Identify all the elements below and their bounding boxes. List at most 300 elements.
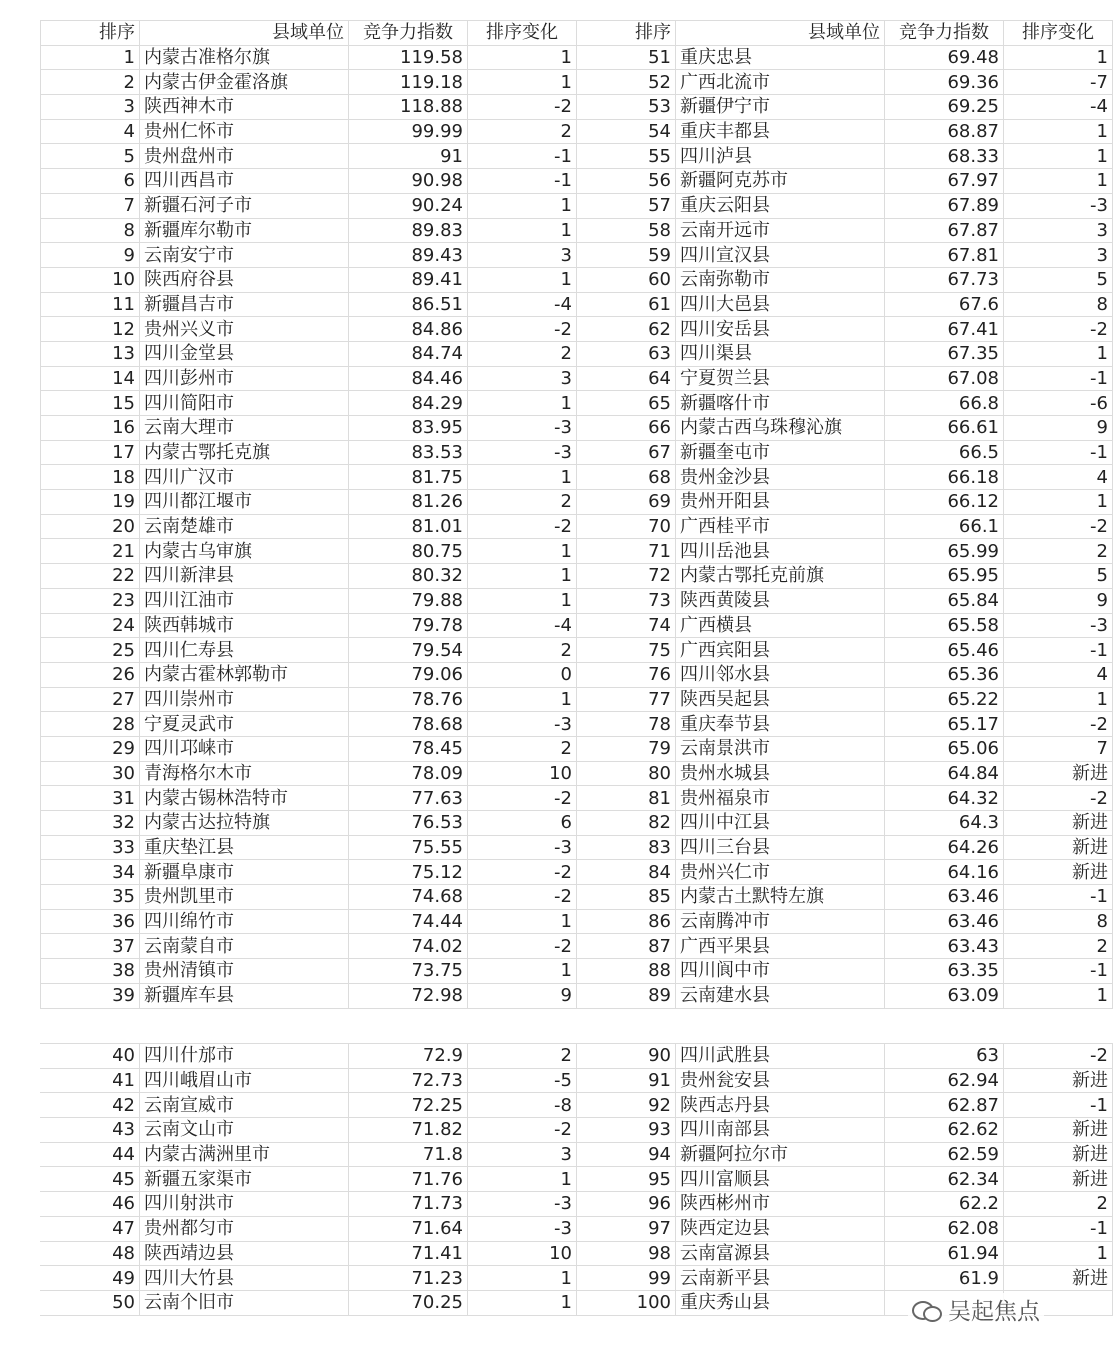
cell-rank: 79 (577, 736, 676, 761)
cell-index: 66.1 (885, 514, 1004, 539)
cell-rank: 29 (41, 736, 140, 761)
table-row (41, 613, 1113, 638)
cell-name: 陕西彬州市 (676, 1192, 885, 1217)
cell-name: 宁夏贺兰县 (676, 366, 885, 391)
cell-change: 2 (468, 119, 577, 144)
cell-rank: 38 (41, 959, 140, 984)
cell-change: 新进 (1004, 1118, 1113, 1143)
ranking-table-bottom (40, 1043, 1113, 1316)
cell-index: 71.82 (349, 1118, 468, 1143)
cell-change: -2 (1004, 786, 1113, 811)
cell-name: 云南文山市 (140, 1118, 349, 1143)
cell-name: 陕西定边县 (676, 1216, 885, 1241)
cell-change: -5 (468, 1068, 577, 1093)
cell-index: 65.84 (885, 588, 1004, 613)
cell-change: 6 (468, 811, 577, 836)
cell-index: 66.5 (885, 440, 1004, 465)
cell-name: 广西北流市 (676, 70, 885, 95)
table-row (41, 1118, 1113, 1143)
cell-rank: 25 (41, 638, 140, 663)
cell-index: 63.46 (885, 909, 1004, 934)
cell-name: 贵州清镇市 (140, 959, 349, 984)
cell-rank: 3 (41, 95, 140, 120)
cell-change: -3 (468, 440, 577, 465)
cell-change: 1 (1004, 341, 1113, 366)
header-name: 县域单位 (676, 21, 885, 46)
cell-name: 贵州仁怀市 (140, 119, 349, 144)
cell-rank: 53 (577, 95, 676, 120)
cell-change: -6 (1004, 391, 1113, 416)
cell-change: 新进 (1004, 1068, 1113, 1093)
cell-rank: 42 (41, 1093, 140, 1118)
cell-rank: 41 (41, 1068, 140, 1093)
table-row (41, 539, 1113, 564)
cell-rank: 18 (41, 465, 140, 490)
cell-name: 四川邛崃市 (140, 736, 349, 761)
cell-name: 四川邻水县 (676, 662, 885, 687)
cell-name: 内蒙古霍林郭勒市 (140, 662, 349, 687)
cell-index: 67.73 (885, 267, 1004, 292)
cell-name: 云南弥勒市 (676, 267, 885, 292)
cell-change: -2 (1004, 712, 1113, 737)
cell-rank: 11 (41, 292, 140, 317)
cell-index: 71.73 (349, 1192, 468, 1217)
cell-change: 3 (468, 1142, 577, 1167)
cell-name: 广西横县 (676, 613, 885, 638)
cell-name: 云南蒙自市 (140, 934, 349, 959)
cell-change: 1 (1004, 983, 1113, 1008)
table-row (41, 736, 1113, 761)
cell-name: 四川大邑县 (676, 292, 885, 317)
cell-name: 内蒙古伊金霍洛旗 (140, 70, 349, 95)
cell-change: 3 (1004, 243, 1113, 268)
cell-rank: 63 (577, 341, 676, 366)
cell-change: 3 (1004, 218, 1113, 243)
cell-name: 新疆伊宁市 (676, 95, 885, 120)
cell-rank: 23 (41, 588, 140, 613)
cell-index: 64.3 (885, 811, 1004, 836)
cell-index: 86.51 (349, 292, 468, 317)
cell-change: 1 (1004, 169, 1113, 194)
cell-change: 1 (468, 391, 577, 416)
table-row (41, 1167, 1113, 1192)
wechat-icon (912, 1299, 942, 1321)
cell-name: 四川简阳市 (140, 391, 349, 416)
cell-index: 84.86 (349, 317, 468, 342)
cell-index: 71.23 (349, 1266, 468, 1291)
cell-name: 贵州开阳县 (676, 490, 885, 515)
cell-change: 1 (468, 193, 577, 218)
cell-index: 61.94 (885, 1241, 1004, 1266)
cell-change: -3 (1004, 193, 1113, 218)
table-row (41, 169, 1113, 194)
cell-change: -2 (468, 934, 577, 959)
cell-name: 四川西昌市 (140, 169, 349, 194)
cell-index: 84.74 (349, 341, 468, 366)
cell-index: 78.09 (349, 761, 468, 786)
table-row (41, 909, 1113, 934)
cell-name: 云南景洪市 (676, 736, 885, 761)
cell-name: 新疆阿拉尔市 (676, 1142, 885, 1167)
table-row (41, 588, 1113, 613)
cell-rank: 85 (577, 885, 676, 910)
cell-index: 74.44 (349, 909, 468, 934)
cell-name: 广西平果县 (676, 934, 885, 959)
cell-rank: 73 (577, 588, 676, 613)
table-row (41, 95, 1113, 120)
cell-index: 79.78 (349, 613, 468, 638)
cell-rank: 68 (577, 465, 676, 490)
table-row (41, 440, 1113, 465)
cell-rank: 8 (41, 218, 140, 243)
watermark (908, 1293, 1044, 1326)
cell-name: 云南新平县 (676, 1266, 885, 1291)
cell-rank: 64 (577, 366, 676, 391)
cell-index: 64.84 (885, 761, 1004, 786)
cell-index: 80.75 (349, 539, 468, 564)
cell-index: 119.58 (349, 45, 468, 70)
cell-index: 65.22 (885, 687, 1004, 712)
cell-rank: 96 (577, 1192, 676, 1217)
cell-change: 9 (1004, 416, 1113, 441)
cell-rank: 45 (41, 1167, 140, 1192)
cell-rank: 84 (577, 860, 676, 885)
cell-change: -2 (1004, 317, 1113, 342)
cell-name: 云南富源县 (676, 1241, 885, 1266)
cell-index: 62.59 (885, 1142, 1004, 1167)
cell-name: 四川渠县 (676, 341, 885, 366)
cell-rank: 16 (41, 416, 140, 441)
cell-change: -2 (468, 317, 577, 342)
cell-change: -2 (1004, 1044, 1113, 1069)
cell-rank: 14 (41, 366, 140, 391)
cell-name: 内蒙古锡林浩特市 (140, 786, 349, 811)
cell-index: 65.36 (885, 662, 1004, 687)
cell-name: 重庆丰都县 (676, 119, 885, 144)
cell-index: 79.06 (349, 662, 468, 687)
cell-rank: 72 (577, 564, 676, 589)
cell-change: -1 (468, 169, 577, 194)
cell-rank: 34 (41, 860, 140, 885)
cell-index: 81.26 (349, 490, 468, 515)
cell-index: 63.43 (885, 934, 1004, 959)
cell-change: -1 (1004, 1216, 1113, 1241)
table-row (41, 465, 1113, 490)
cell-rank: 44 (41, 1142, 140, 1167)
cell-name: 四川武胜县 (676, 1044, 885, 1069)
cell-change: -1 (1004, 366, 1113, 391)
cell-name: 内蒙古准格尔旗 (140, 45, 349, 70)
cell-change: 2 (468, 341, 577, 366)
cell-name: 云南楚雄市 (140, 514, 349, 539)
cell-rank: 99 (577, 1266, 676, 1291)
cell-rank: 65 (577, 391, 676, 416)
cell-index: 78.45 (349, 736, 468, 761)
cell-change: 1 (468, 588, 577, 613)
cell-index: 67.97 (885, 169, 1004, 194)
cell-index: 90.98 (349, 169, 468, 194)
cell-name: 新疆库车县 (140, 983, 349, 1008)
cell-rank: 94 (577, 1142, 676, 1167)
cell-rank: 39 (41, 983, 140, 1008)
table-row (41, 1093, 1113, 1118)
cell-index: 83.95 (349, 416, 468, 441)
cell-rank: 46 (41, 1192, 140, 1217)
cell-index: 65.58 (885, 613, 1004, 638)
cell-name: 内蒙古土默特左旗 (676, 885, 885, 910)
cell-rank: 98 (577, 1241, 676, 1266)
cell-name: 四川仁寿县 (140, 638, 349, 663)
table-row (41, 786, 1113, 811)
cell-index: 74.02 (349, 934, 468, 959)
cell-rank: 59 (577, 243, 676, 268)
cell-change: 10 (468, 1241, 577, 1266)
cell-index: 89.83 (349, 218, 468, 243)
cell-index: 81.01 (349, 514, 468, 539)
cell-change: 1 (1004, 144, 1113, 169)
cell-index: 65.46 (885, 638, 1004, 663)
header-row (41, 21, 1113, 46)
cell-name: 广西桂平市 (676, 514, 885, 539)
cell-change: 新进 (1004, 1142, 1113, 1167)
cell-name: 贵州兴仁市 (676, 860, 885, 885)
cell-rank: 51 (577, 45, 676, 70)
table-row (41, 1192, 1113, 1217)
cell-change: 新进 (1004, 1266, 1113, 1291)
cell-change: 1 (468, 45, 577, 70)
table-row (41, 292, 1113, 317)
cell-index: 83.53 (349, 440, 468, 465)
cell-index: 80.32 (349, 564, 468, 589)
cell-name: 贵州水城县 (676, 761, 885, 786)
cell-rank: 92 (577, 1093, 676, 1118)
table-row (41, 885, 1113, 910)
table-row (41, 193, 1113, 218)
cell-rank: 88 (577, 959, 676, 984)
cell-rank: 26 (41, 662, 140, 687)
cell-rank: 9 (41, 243, 140, 268)
cell-index: 71.64 (349, 1216, 468, 1241)
table-row (41, 712, 1113, 737)
cell-change: 新进 (1004, 811, 1113, 836)
cell-rank: 67 (577, 440, 676, 465)
cell-index: 89.41 (349, 267, 468, 292)
cell-index: 63.09 (885, 983, 1004, 1008)
cell-change: 新进 (1004, 835, 1113, 860)
cell-rank: 58 (577, 218, 676, 243)
cell-index: 79.88 (349, 588, 468, 613)
cell-index: 69.48 (885, 45, 1004, 70)
table-row (41, 1142, 1113, 1167)
cell-index: 99.99 (349, 119, 468, 144)
cell-index: 72.25 (349, 1093, 468, 1118)
cell-rank: 77 (577, 687, 676, 712)
cell-rank: 32 (41, 811, 140, 836)
cell-change: 2 (468, 1044, 577, 1069)
cell-index: 64.32 (885, 786, 1004, 811)
cell-rank: 66 (577, 416, 676, 441)
cell-index: 78.76 (349, 687, 468, 712)
cell-name: 云南建水县 (676, 983, 885, 1008)
cell-change: -4 (1004, 95, 1113, 120)
cell-rank: 76 (577, 662, 676, 687)
cell-rank: 17 (41, 440, 140, 465)
cell-rank: 22 (41, 564, 140, 589)
cell-change: 2 (468, 638, 577, 663)
cell-rank: 37 (41, 934, 140, 959)
cell-index: 65.95 (885, 564, 1004, 589)
cell-change: -1 (1004, 1093, 1113, 1118)
cell-change: 1 (468, 539, 577, 564)
cell-rank: 87 (577, 934, 676, 959)
cell-name: 贵州兴义市 (140, 317, 349, 342)
cell-change: 新进 (1004, 860, 1113, 885)
cell-index: 68.33 (885, 144, 1004, 169)
cell-name: 新疆五家渠市 (140, 1167, 349, 1192)
cell-change: -3 (468, 712, 577, 737)
cell-name: 四川什邡市 (140, 1044, 349, 1069)
cell-index: 72.98 (349, 983, 468, 1008)
table-row (41, 490, 1113, 515)
cell-rank: 10 (41, 267, 140, 292)
cell-rank: 36 (41, 909, 140, 934)
cell-index: 63.46 (885, 885, 1004, 910)
cell-rank: 33 (41, 835, 140, 860)
cell-index: 67.89 (885, 193, 1004, 218)
cell-index: 72.73 (349, 1068, 468, 1093)
cell-rank: 1 (41, 45, 140, 70)
cell-rank: 89 (577, 983, 676, 1008)
header-rank: 排序 (577, 21, 676, 46)
cell-index: 62.2 (885, 1192, 1004, 1217)
header-index: 竞争力指数 (349, 21, 468, 46)
cell-change: -3 (1004, 613, 1113, 638)
cell-index: 62.62 (885, 1118, 1004, 1143)
header-name: 县域单位 (140, 21, 349, 46)
cell-rank: 100 (577, 1290, 676, 1315)
cell-change: 2 (468, 736, 577, 761)
cell-name: 四川金堂县 (140, 341, 349, 366)
cell-name: 陕西韩城市 (140, 613, 349, 638)
cell-name: 内蒙古满洲里市 (140, 1142, 349, 1167)
cell-name: 四川崇州市 (140, 687, 349, 712)
cell-name: 内蒙古乌审旗 (140, 539, 349, 564)
cell-index: 66.61 (885, 416, 1004, 441)
cell-index: 81.75 (349, 465, 468, 490)
cell-index: 68.87 (885, 119, 1004, 144)
table-row (41, 70, 1113, 95)
table-row (41, 45, 1113, 70)
cell-index: 62.87 (885, 1093, 1004, 1118)
cell-change: -3 (468, 1192, 577, 1217)
cell-rank: 21 (41, 539, 140, 564)
table-row (41, 119, 1113, 144)
cell-index: 89.43 (349, 243, 468, 268)
cell-name: 云南开远市 (676, 218, 885, 243)
cell-rank: 15 (41, 391, 140, 416)
cell-rank: 86 (577, 909, 676, 934)
cell-index: 69.36 (885, 70, 1004, 95)
cell-rank: 31 (41, 786, 140, 811)
cell-rank: 54 (577, 119, 676, 144)
cell-change: -2 (1004, 514, 1113, 539)
cell-change: 2 (1004, 1192, 1113, 1217)
cell-change: 1 (468, 1266, 577, 1291)
cell-index: 75.55 (349, 835, 468, 860)
cell-index: 65.99 (885, 539, 1004, 564)
cell-name: 内蒙古达拉特旗 (140, 811, 349, 836)
cell-rank: 97 (577, 1216, 676, 1241)
cell-name: 四川南部县 (676, 1118, 885, 1143)
table-row (41, 835, 1113, 860)
cell-index: 118.88 (349, 95, 468, 120)
cell-change: 3 (468, 366, 577, 391)
cell-change: 8 (1004, 909, 1113, 934)
table-row (41, 416, 1113, 441)
cell-name: 新疆喀什市 (676, 391, 885, 416)
cell-rank: 93 (577, 1118, 676, 1143)
cell-index: 91 (349, 144, 468, 169)
cell-name: 陕西神木市 (140, 95, 349, 120)
cell-index: 63 (885, 1044, 1004, 1069)
cell-rank: 19 (41, 490, 140, 515)
table-row (41, 687, 1113, 712)
cell-rank: 6 (41, 169, 140, 194)
cell-rank: 55 (577, 144, 676, 169)
cell-name: 四川都江堰市 (140, 490, 349, 515)
cell-name: 贵州金沙县 (676, 465, 885, 490)
cell-index: 73.75 (349, 959, 468, 984)
cell-change: 1 (468, 1167, 577, 1192)
cell-name: 贵州都匀市 (140, 1216, 349, 1241)
cell-change: 1 (468, 70, 577, 95)
cell-name: 四川宣汉县 (676, 243, 885, 268)
cell-name: 重庆忠县 (676, 45, 885, 70)
cell-change: -2 (468, 786, 577, 811)
cell-index: 66.8 (885, 391, 1004, 416)
cell-name: 四川大竹县 (140, 1266, 349, 1291)
cell-name: 重庆秀山县 (676, 1290, 885, 1315)
cell-rank: 4 (41, 119, 140, 144)
cell-change: 9 (1004, 588, 1113, 613)
cell-name: 新疆库尔勒市 (140, 218, 349, 243)
cell-change: -1 (468, 144, 577, 169)
cell-index: 61.9 (885, 1266, 1004, 1291)
cell-name: 四川峨眉山市 (140, 1068, 349, 1093)
cell-change: -2 (468, 95, 577, 120)
cell-change: 8 (1004, 292, 1113, 317)
cell-change: 5 (1004, 564, 1113, 589)
cell-rank: 50 (41, 1290, 140, 1315)
cell-index: 64.16 (885, 860, 1004, 885)
cell-index: 67.87 (885, 218, 1004, 243)
table-row (41, 1266, 1113, 1291)
cell-index: 67.6 (885, 292, 1004, 317)
cell-name: 四川中江县 (676, 811, 885, 836)
cell-change: -2 (468, 1118, 577, 1143)
table-row (41, 366, 1113, 391)
table-row (41, 1216, 1113, 1241)
cell-rank: 24 (41, 613, 140, 638)
cell-change: -2 (468, 860, 577, 885)
cell-name: 四川岳池县 (676, 539, 885, 564)
table-row (41, 959, 1113, 984)
cell-change: 1 (1004, 687, 1113, 712)
cell-index: 76.53 (349, 811, 468, 836)
cell-name: 新疆阜康市 (140, 860, 349, 885)
cell-name: 四川安岳县 (676, 317, 885, 342)
cell-change: 9 (468, 983, 577, 1008)
